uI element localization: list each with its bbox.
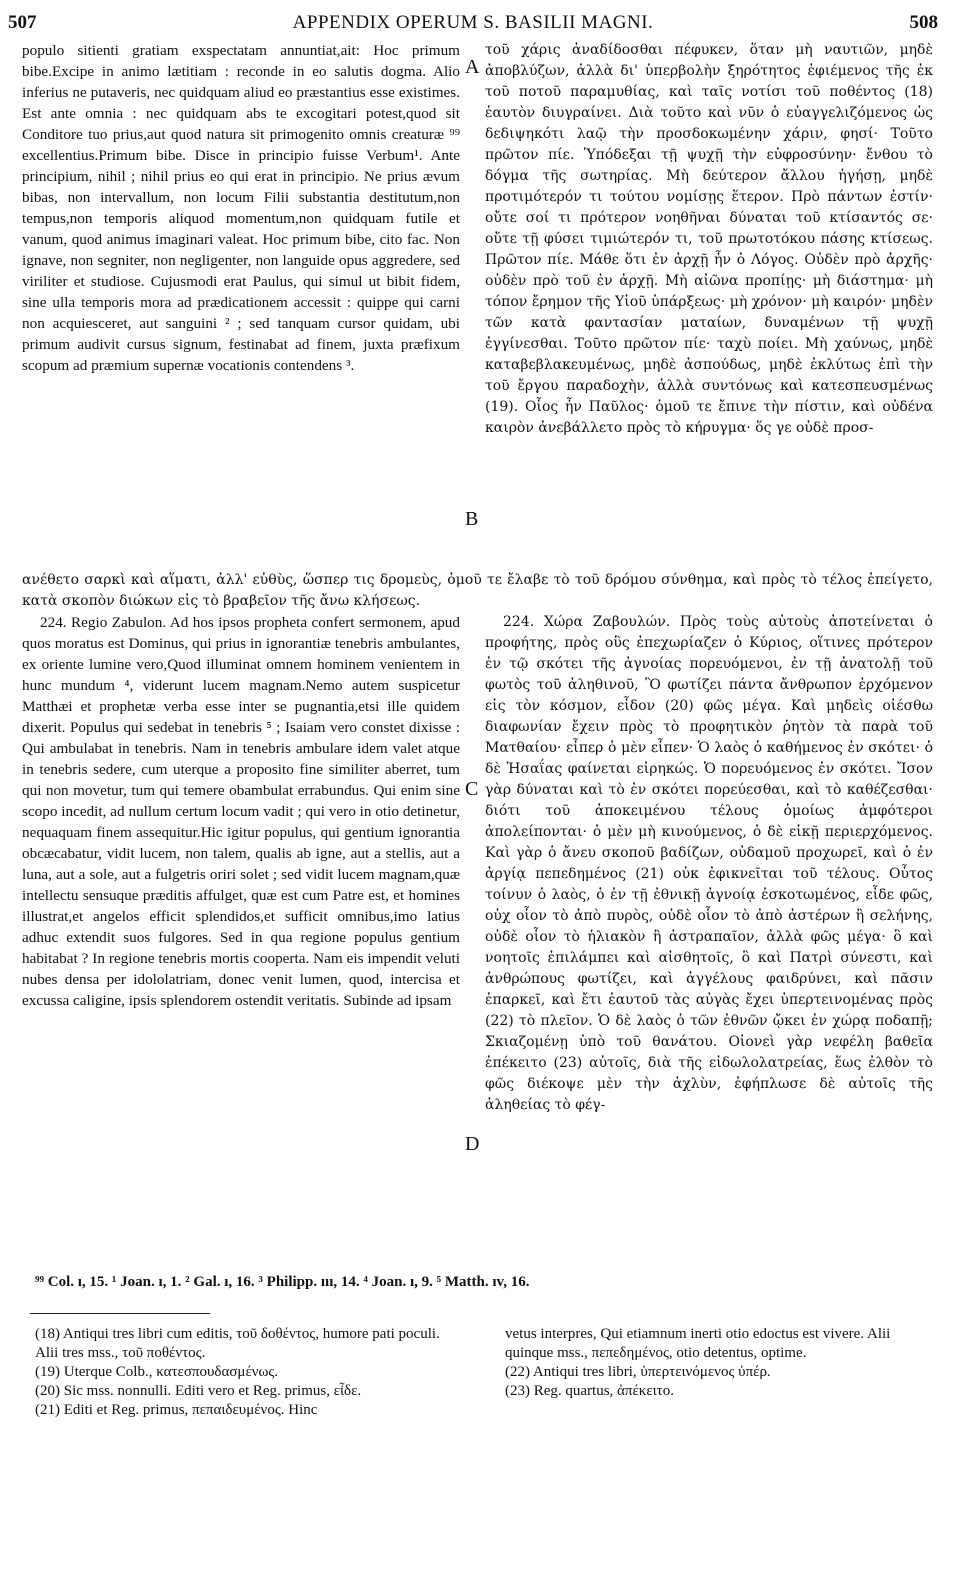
- greek-column-top: [485, 40, 933, 439]
- running-title: APPENDIX OPERUM S. BASILII MAGNI.: [292, 12, 654, 33]
- page-number-right: 508: [909, 12, 938, 33]
- margin-marker-b: B: [465, 508, 479, 530]
- page-header: [8, 12, 938, 40]
- latin-column-bottom: [22, 612, 460, 1011]
- footnotes-right: [505, 1325, 935, 1401]
- greek-text-top: τοῦ χάρις ἀναδίδοσθαι πέφυκεν, ὅταν μὴ ναυτιῶν, μηδὲ ἀποβλύζων, ἀλλὰ δι' ὑπερβολὴν ξηρότητος ἐφιέμενος τῆς ἐκ τοῦ ποτοῦ παραμυθίας, καὶ ταῖς νοτίσι τοῦ ποθέντος (18) ἑαυτὸν διυγραίνει. Διὰ τοῦτο καὶ νῦν ὁ εὐαγγελιζόμενος ὡς δεδιψηκότι λαῷ τὴν προσδοκωμένην χάριν, φησί· Τοῦτο πρῶτον πίε. Ὑπόδεξαι τῇ ψυχῇ τὴν εὐφροσύνην· ἔνθου τὸ δόγμα τῆς σωτηρίας. Μὴ δεύτερον ἄλλου ἡγήσῃ, μηδὲ προτιμότερόν τι τούτου νομίσῃς ἕτερον. Πρὸ πάντων ἐστίν· οὔτε σοί τι πρότερον νοηθῆναι δύναται τοῦ κτίσαντός σε· οὔτε τῇ φύσει τιμιώτερόν τι, τοῦ πρωτοτόκου πάσης κτίσεως. Πρῶτον πίε. Μάθε ὅτι ἐν ἀρχῇ ἦν ὁ Λόγος. Οὐδὲν πρὸ ἀρχῆς· οὐδὲν πρὸ τοῦ ἐν ἀρχῇ. Μὴ αἰῶνα προπίῃς· μὴ διάστημα· μὴ τόπον ἔρημον τῆς Υἱοῦ ὑπάρξεως· μὴ χρόνον· μὴ καιρόν· μηδὲν τῶν κατὰ φαντασίαν ματαίων, δυναμένων τῇ ψυχῇ ἐγγίνεσθαι. Τοῦτο πρῶτον πίε· ταχὺ ποίει. Μὴ χαύνως, μηδὲ καταβεβλακευμένως, μηδὲ ἀσπούδως, μηδὲ ἐκλύτως ἐπὶ τὴν τοῦ ἔργου παραδοχὴν, ἀλλὰ συντόνως καὶ κατεσπευσμένως (19). Οἷος ἦν Παῦλος· ὁμοῦ τε ἔπινε τὴν πίστιν, καὶ οὐδένα καιρὸν ἀνεβάλλετο πρὸς τὸ κήρυγμα· ὅς γε οὐδὲ προσ-: [485, 42, 933, 436]
- footnote-23: (23) Reg. quartus, ἀπέκειτο.: [505, 1383, 674, 1399]
- margin-marker-a: A: [465, 56, 480, 78]
- page-number-left: 507: [8, 12, 37, 33]
- footnotes-left: [35, 1325, 465, 1420]
- margin-marker-d: D: [465, 1133, 480, 1155]
- greek-text-bottom: 224. Χώρα Ζαβουλών. Πρὸς τοὺς αὐτοὺς ἀποτείνεται ὁ προφήτης, πρὸς οὓς ἐπεχωρίαζεν ὁ Κύριος, οἵτινες πρότερον ἐν τῷ σκότει τῆς ἀγνοίας πορευόμενοι, ἐν τῇ ἀνατολῇ τοῦ φωτὸς τοῦ ἀληθινοῦ, Ὃ φωτίζει πάντα ἄνθρωπον ἐρχόμενον εἰς τὸν κόσμον, εἶδον (20) φῶς μέγα. Καὶ μηδεὶς οἰέσθω διαφωνίαν ἔχειν πρὸς τὸ προφητικὸν ῥητὸν τὰ παρὰ τοῦ Ματθαίου· εἶπερ ὁ μὲν εἶπεν· Ὁ λαὸς ὁ καθήμενος ἐν σκότει· ὁ δὲ Ἡσαΐας φαίνεται εἰρηκώς. Ὁ πορευόμενος ἐν σκότει. Ἴσον γὰρ δύναται καὶ τὸ ἐν σκότει πορεύεσθαι, καὶ τὸ καθέζεσθαι· διότι τοῦ ἀποκειμένου τέλους ὁμοίως ἀμφότεροι ἀπολείπονται· ὁ μὲν μὴ κινούμενος, ὁ δὲ εἰκῇ περιερχόμενος. Καὶ γὰρ ὁ ἄνευ σκοποῦ βαδίζων, οὐδαμοῦ προχωρεῖ, καὶ ὁ ἐν ἀργίᾳ πεπεδημένος (21) οὐκ ἐφικνεῖται τοῦ τέλους. Οὗτος τοίνυν ὁ λαὸς, ὁ ἐν τῇ ἐθνικῇ ἀγνοίᾳ ἐσκοτωμένος, εἶδε φῶς, οὐχ οἷον τὸ ἀπὸ πυρὸς, οὐδὲ οἷον τὸ ἀπὸ ἀστέρων ἢ σελήνης, οὐδὲ οἷον τὸ ἡλιακὸν ἢ ἀστραπαῖον, ἀλλὰ φῶς μέγα· ὃ καὶ νοητοῖς ἐπιλάμπει καὶ αἰσθητοῖς, ὃ καὶ Πατρὶ σύνεστι, καὶ ἀνθρώπους φωτίζει, καὶ ἀγγέλους φαιδρύνει, καὶ πᾶσιν ἐπαρκεῖ, καὶ ἔτι ἑαυτοῦ τὰς αὐγὰς ἔχει ὑπερτεινομένας πρὸς (22) τὸ πλεῖον. Ὁ δὲ λαὸς ὁ τῶν ἐθνῶν ᾤκει ἐν χώρᾳ ποδαπῇ; Σκιαζομένῃ ὑπὸ τοῦ θανάτου. Οἱονεὶ γὰρ νεφέλη βαθεῖα ἐπέκειτο (23) αὐτοῖς, διὰ τῆς εἰδωλολατρείας, ἕως ἐλθὸν τὸ φῶς διέκοψε μὲν τὴν ἀχλὺν, ἐφήπλωσε δὲ αὐτοῖς τῆς ἀληθείας τὸ φέγ-: [485, 614, 933, 1113]
- greek-fullwidth-line: [22, 570, 933, 612]
- greek-text-fullwidth: ανέθετο σαρκὶ καὶ αἵματι, ἀλλ' εὐθὺς, ὥσπερ τις δρομεὺς, ὁμοῦ τε ἔλαβε τὸ τοῦ δρόμου σύνθημα, καὶ πρὸς τὸ τέλος ἐπείγετο, κατὰ σκοπὸν διώκων εἰς τὸ βραβεῖον τῆς ἄνω κλήσεως.: [22, 572, 933, 609]
- scripture-references: ⁹⁹ Col. ı, 15. ¹ Joan. ı, 1. ² Gal. ı, 16. ³ Philipp. ııı, 14. ⁴ Joan. ı, 9. ⁵ Matth. ıv, 16.: [35, 1274, 530, 1290]
- latin-text-bottom: 224. Regio Zabulon. Ad hos ipsos propheta confert sermonem, apud quos moratus est Dominus, qui prius in ignorantiæ tenebris ambulantes, ex oriente lumine vero,Quod illuminat omnem hominem venientem in hunc mundum ⁴, viderunt lucem magnam.Nemo autem suspicetur Matthæi et prophetæ verba esse inter se pugnantia,etsi ille quidem dixerit. Populus qui sedebat in tenebris ⁵ ; Isaiam vero constet dixisse : Qui ambulabat in tenebris. Nam in tenebris ambulare idem valet atque in tenebris sedere, cum uterque a proposito fine similiter aberret, tum qui non movetur, tum qui temere obambulat errabundus. Qui enim sine scopo incedit, ad nullum certum locum vadit ; qui vero in otio detinetur, nequaquam finem assequitur.Hic igitur populus, qui gentium ignorantia obcæcabatur, vidit lucem, non talem, qualis ab igne, aut a stellis, aut a luna, aut a sole, aut a fulgetris oriri solet ; sed vidit lucem magnam,quæ intellectu sensuque præditis affulget, quæ est cum Patre est, et homines illustrat,et angelos efficit splendidos,et sufficit omnibus,imo latius adhuc extendit suos fulgores. Sed in qua regione populus gentium habitabat ? In regione tenebris mortis cooperta. Nam eis impendit veluti nubes densa per idololatriam, donec venit lumen, quod, intercisa et excussa caligine, ipsis splendorem ostendit veritatis. Subinde ad ipsam: [22, 614, 460, 1009]
- greek-column-bottom: [485, 612, 933, 1116]
- footnote-18: (18) Antiqui tres libri cum editis, τοῦ δοθέντος, humore pati poculi. Alii tres mss., τοῦ ποθέντος.: [35, 1326, 440, 1361]
- footnote-20: (20) Sic mss. nonnulli. Editi vero et Reg. primus, εἶδε.: [35, 1383, 362, 1399]
- footnote-21-continued: vetus interpres, Qui etiamnum inerti otio edoctus est vivere. Alii quinque mss., πεπεδημένος, otio detentus, optime.: [505, 1326, 891, 1361]
- footnote-21: (21) Editi et Reg. primus, πεπαιδευμένος. Hinc: [35, 1402, 318, 1418]
- footnote-22: (22) Antiqui tres libri, ὑπερτεινόμενος ὑπέρ.: [505, 1364, 771, 1380]
- latin-column-top: [22, 40, 460, 376]
- footnote-19: (19) Uterque Colb., κατεσπουδασμένως.: [35, 1364, 279, 1380]
- latin-text-top: populo sitienti gratiam exspectatam annuntiat,ait: Hoc primum bibe.Excipe in animo lætitiam : reconde in eo salutis dogma. Alio inferius ne putaveris, nec quidquam aliud eo præstantius esse existimes. Est ante omnia : nec quidquam abs te excogitari potest,quod sit Conditore tuo prius,aut quod natura sit primogenito omnis creaturæ ⁹⁹ excellentius.Primum bibe. Disce in principio fuisse Verbum¹. Ante principium, nihil ; nihil prius eo qui erat in principio. Ne prius ævum bibas, non intervallum, non locum Filii substantia destitutum,non tempus,non temporis aliquod momentum,non quidquam futile et vanum, quod animus imaginari valeat. Hoc primum bibe, cito fac. Non ignave, non segniter, non negligenter, non languide opus aggredere, sed viriliter et studiose. Cujusmodi erat Paulus, qui simul ut bibit fidem, sine ulla temporis mora ad prædicationem accessit : quippe qui carni non acquiesceret, aut sanguini ² ; sed tanquam cursor quidam, ubi primum audivit cursus signum, festinabat ad finem, juxta præfixum scopum ad præmium supernæ vocationis contendens ³.: [22, 42, 460, 374]
- margin-marker-c: C: [465, 778, 479, 800]
- notes-divider: [30, 1313, 210, 1314]
